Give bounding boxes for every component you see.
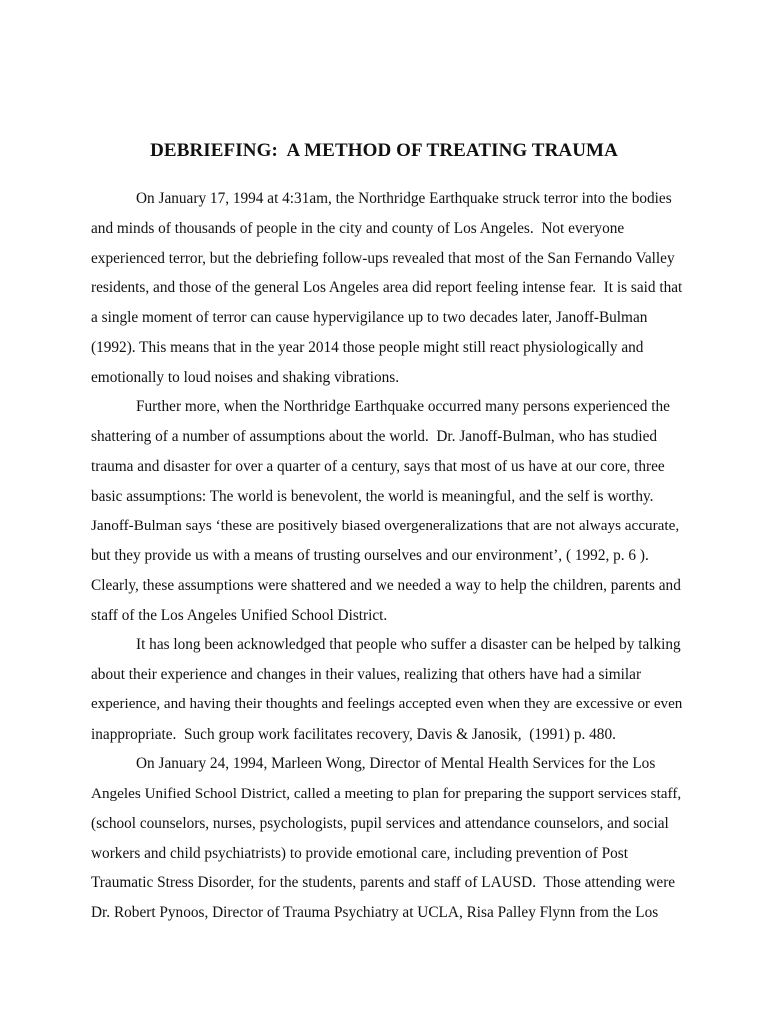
body-text-line: inappropriate. Such group work facilitates recovery, Davis & Janosik, (1991) p. 480.	[91, 725, 616, 743]
document-body	[91, 184, 681, 928]
body-text-line: a single moment of terror can cause hypervigilance up to two decades later, Janoff-Bulman	[91, 309, 648, 326]
body-text-line: Janoff-Bulman says ‘these are positively biased overgeneralizations that are not always accurate,	[91, 517, 680, 535]
body-text-line: (school counselors, nurses, psychologists, pupil services and attendance counselors, and social	[91, 814, 669, 832]
body-text-line: residents, and those of the general Los Angeles area did report feeling intense fear. It is said that	[91, 279, 683, 297]
paragraph-first-line: On January 24, 1994, Marleen Wong, Director of Mental Health Services for the Los	[136, 755, 656, 773]
body-text-line: shattering of a number of assumptions about the world. Dr. Janoff-Bulman, who has studied	[91, 428, 658, 445]
body-text-line: and minds of thousands of people in the city and county of Los Angeles. Not everyone	[91, 219, 625, 237]
body-text-line: about their experience and changes in their values, realizing that others have had a similar	[91, 666, 642, 683]
body-text-line: (1992). This means that in the year 2014 those people might still react physiologically and	[91, 338, 644, 356]
body-text-line: Angeles Unified School District, called a meeting to plan for preparing the support services staff,	[91, 785, 682, 802]
body-text-line: basic assumptions: The world is benevolent, the world is meaningful, and the self is worthy.	[91, 487, 654, 505]
body-text-line: experience, and having their thoughts and feelings accepted even when they are excessive or even	[91, 695, 683, 712]
body-text-line: staff of the Los Angeles Unified School District.	[91, 606, 388, 624]
body-text-line: Clearly, these assumptions were shattered and we needed a way to help the children, parents and	[91, 576, 681, 594]
body-text-line: Dr. Robert Pynoos, Director of Trauma Psychiatry at UCLA, Risa Palley Flynn from the Los	[91, 904, 659, 921]
paragraph-first-line: Further more, when the Northridge Earthquake occurred many persons experienced the	[136, 398, 670, 416]
body-text-line: experienced terror, but the debriefing follow-ups revealed that most of the San Fernando Valley	[91, 249, 675, 267]
document-title: DEBRIEFING: A METHOD OF TREATING TRAUMA	[150, 140, 618, 161]
body-text-line: Traumatic Stress Disorder, for the students, parents and staff of LAUSD. Those attending were	[91, 874, 676, 892]
body-text-line: trauma and disaster for over a quarter of a century, says that most of us have at our core, three	[91, 457, 665, 475]
paragraph-first-line: It has long been acknowledged that people who suffer a disaster can be helped by talking	[136, 636, 681, 654]
body-text-line: workers and child psychiatrists) to provide emotional care, including prevention of Post	[91, 844, 628, 862]
body-text-line: emotionally to loud noises and shaking vibrations.	[91, 368, 400, 386]
body-text-line: but they provide us with a means of trusting ourselves and our environment’, ( 1992, p. 6 ).	[91, 547, 649, 564]
paragraph-first-line: On January 17, 1994 at 4:31am, the Northridge Earthquake struck terror into the bodies	[136, 190, 672, 207]
